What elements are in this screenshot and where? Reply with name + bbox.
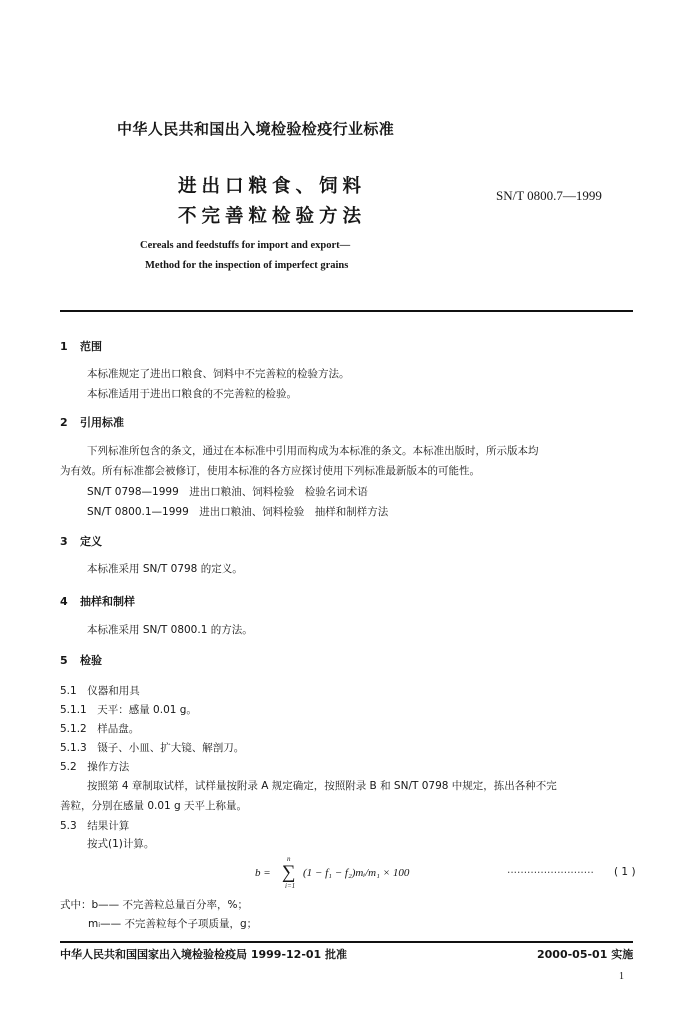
english-title-line-1: Cereals and feedstuffs for import and export— [140,240,351,251]
section-3-heading [60,533,102,549]
section-number: 1 [60,340,68,353]
section-1-heading [60,338,102,354]
section-number: 5 [60,654,68,667]
variable-definition: 式中：b—— 不完善粒总量百分率，%； [60,899,248,911]
issuing-organization: 中华人民共和国出入境检验检疫行业标准 [117,120,395,138]
subsection-item: 5.1.3 镊子、小皿、扩大镜、解剖刀。 [60,742,245,754]
implementation-date: 2000-05-01 实施 [537,948,634,961]
formula-number: ( 1 ) [614,866,636,878]
section-number: 3 [60,535,68,548]
paragraph: 下列标准所包含的条文，通过在本标准中引用而构成为本标准的条文。本标准出版时，所示版本均 [87,445,539,457]
section-title: 范围 [80,340,102,353]
english-title-line-2: Method for the inspection of imperfect grains [145,260,349,271]
variable-definition: mᵢ—— 不完善粒每个子项质量，g； [88,918,258,930]
section-title: 引用标准 [80,416,124,429]
paragraph: 本标准采用 SN/T 0800.1 的方法。 [87,624,253,636]
section-number: 2 [60,416,68,429]
section-number: 4 [60,595,68,608]
paragraph: 本标准适用于进出口粮食的不完善粒的检验。 [87,388,297,400]
summation-sign: ∑ [282,862,296,883]
subsection-item: 5.1.2 样品盘。 [60,723,140,735]
section-2-heading [60,414,124,430]
formula-lhs: b = [255,867,271,879]
paragraph: 本标准采用 SN/T 0798 的定义。 [87,563,243,575]
title-line-1: 进出口粮食、饲料 [178,176,367,197]
section-title: 定义 [80,535,102,548]
formula-leader: ·························· [507,867,594,879]
title-line-2: 不完善粒检验方法 [178,206,367,227]
paragraph: 本标准规定了进出口粮食、饲料中不完善粒的检验方法。 [87,368,350,380]
approval-line: 中华人民共和国国家出入境检验检疫局 1999-12-01 批准 [60,948,348,961]
section-title: 检验 [80,654,102,667]
subsection-heading: 5.1 仪器和用具 [60,685,140,697]
paragraph-continuation: 为有效。所有标准都会被修订，使用本标准的各方应探讨使用下列标准最新版本的可能性。 [60,465,480,477]
section-4-heading [60,593,135,609]
reference-item: SN/T 0798—1999 进出口粮油、饲料检验 检验名词术语 [87,486,368,498]
subsection-item: 5.1.1 天平：感量 0.01 g。 [60,704,197,716]
page-number: 1 [619,971,624,982]
header-rule [60,310,633,312]
reference-item: SN/T 0800.1—1999 进出口粮油、饲料检验 抽样和制样方法 [87,506,389,518]
paragraph-continuation: 善粒，分别在感量 0.01 g 天平上称量。 [60,800,248,812]
sum-upper-limit: n [287,855,291,863]
section-5-heading [60,652,102,668]
section-title: 抽样和制样 [80,595,135,608]
formula-body: (1 − f₁ − f₂)mᵢ/m₁ × 100 [303,867,410,879]
subsection-heading: 5.2 操作方法 [60,761,130,773]
sum-lower-limit: i=1 [285,882,296,890]
subsection-heading: 5.3 结果计算 [60,820,130,832]
paragraph: 按式(1)计算。 [87,838,155,850]
paragraph: 按照第 4 章制取试样，试样量按附录 A 规定确定，按照附录 B 和 SN/T 0798 中规定，拣出各种不完 [87,780,557,792]
standard-code: SN/T 0800.7—1999 [496,188,602,203]
footer-rule [60,941,633,943]
